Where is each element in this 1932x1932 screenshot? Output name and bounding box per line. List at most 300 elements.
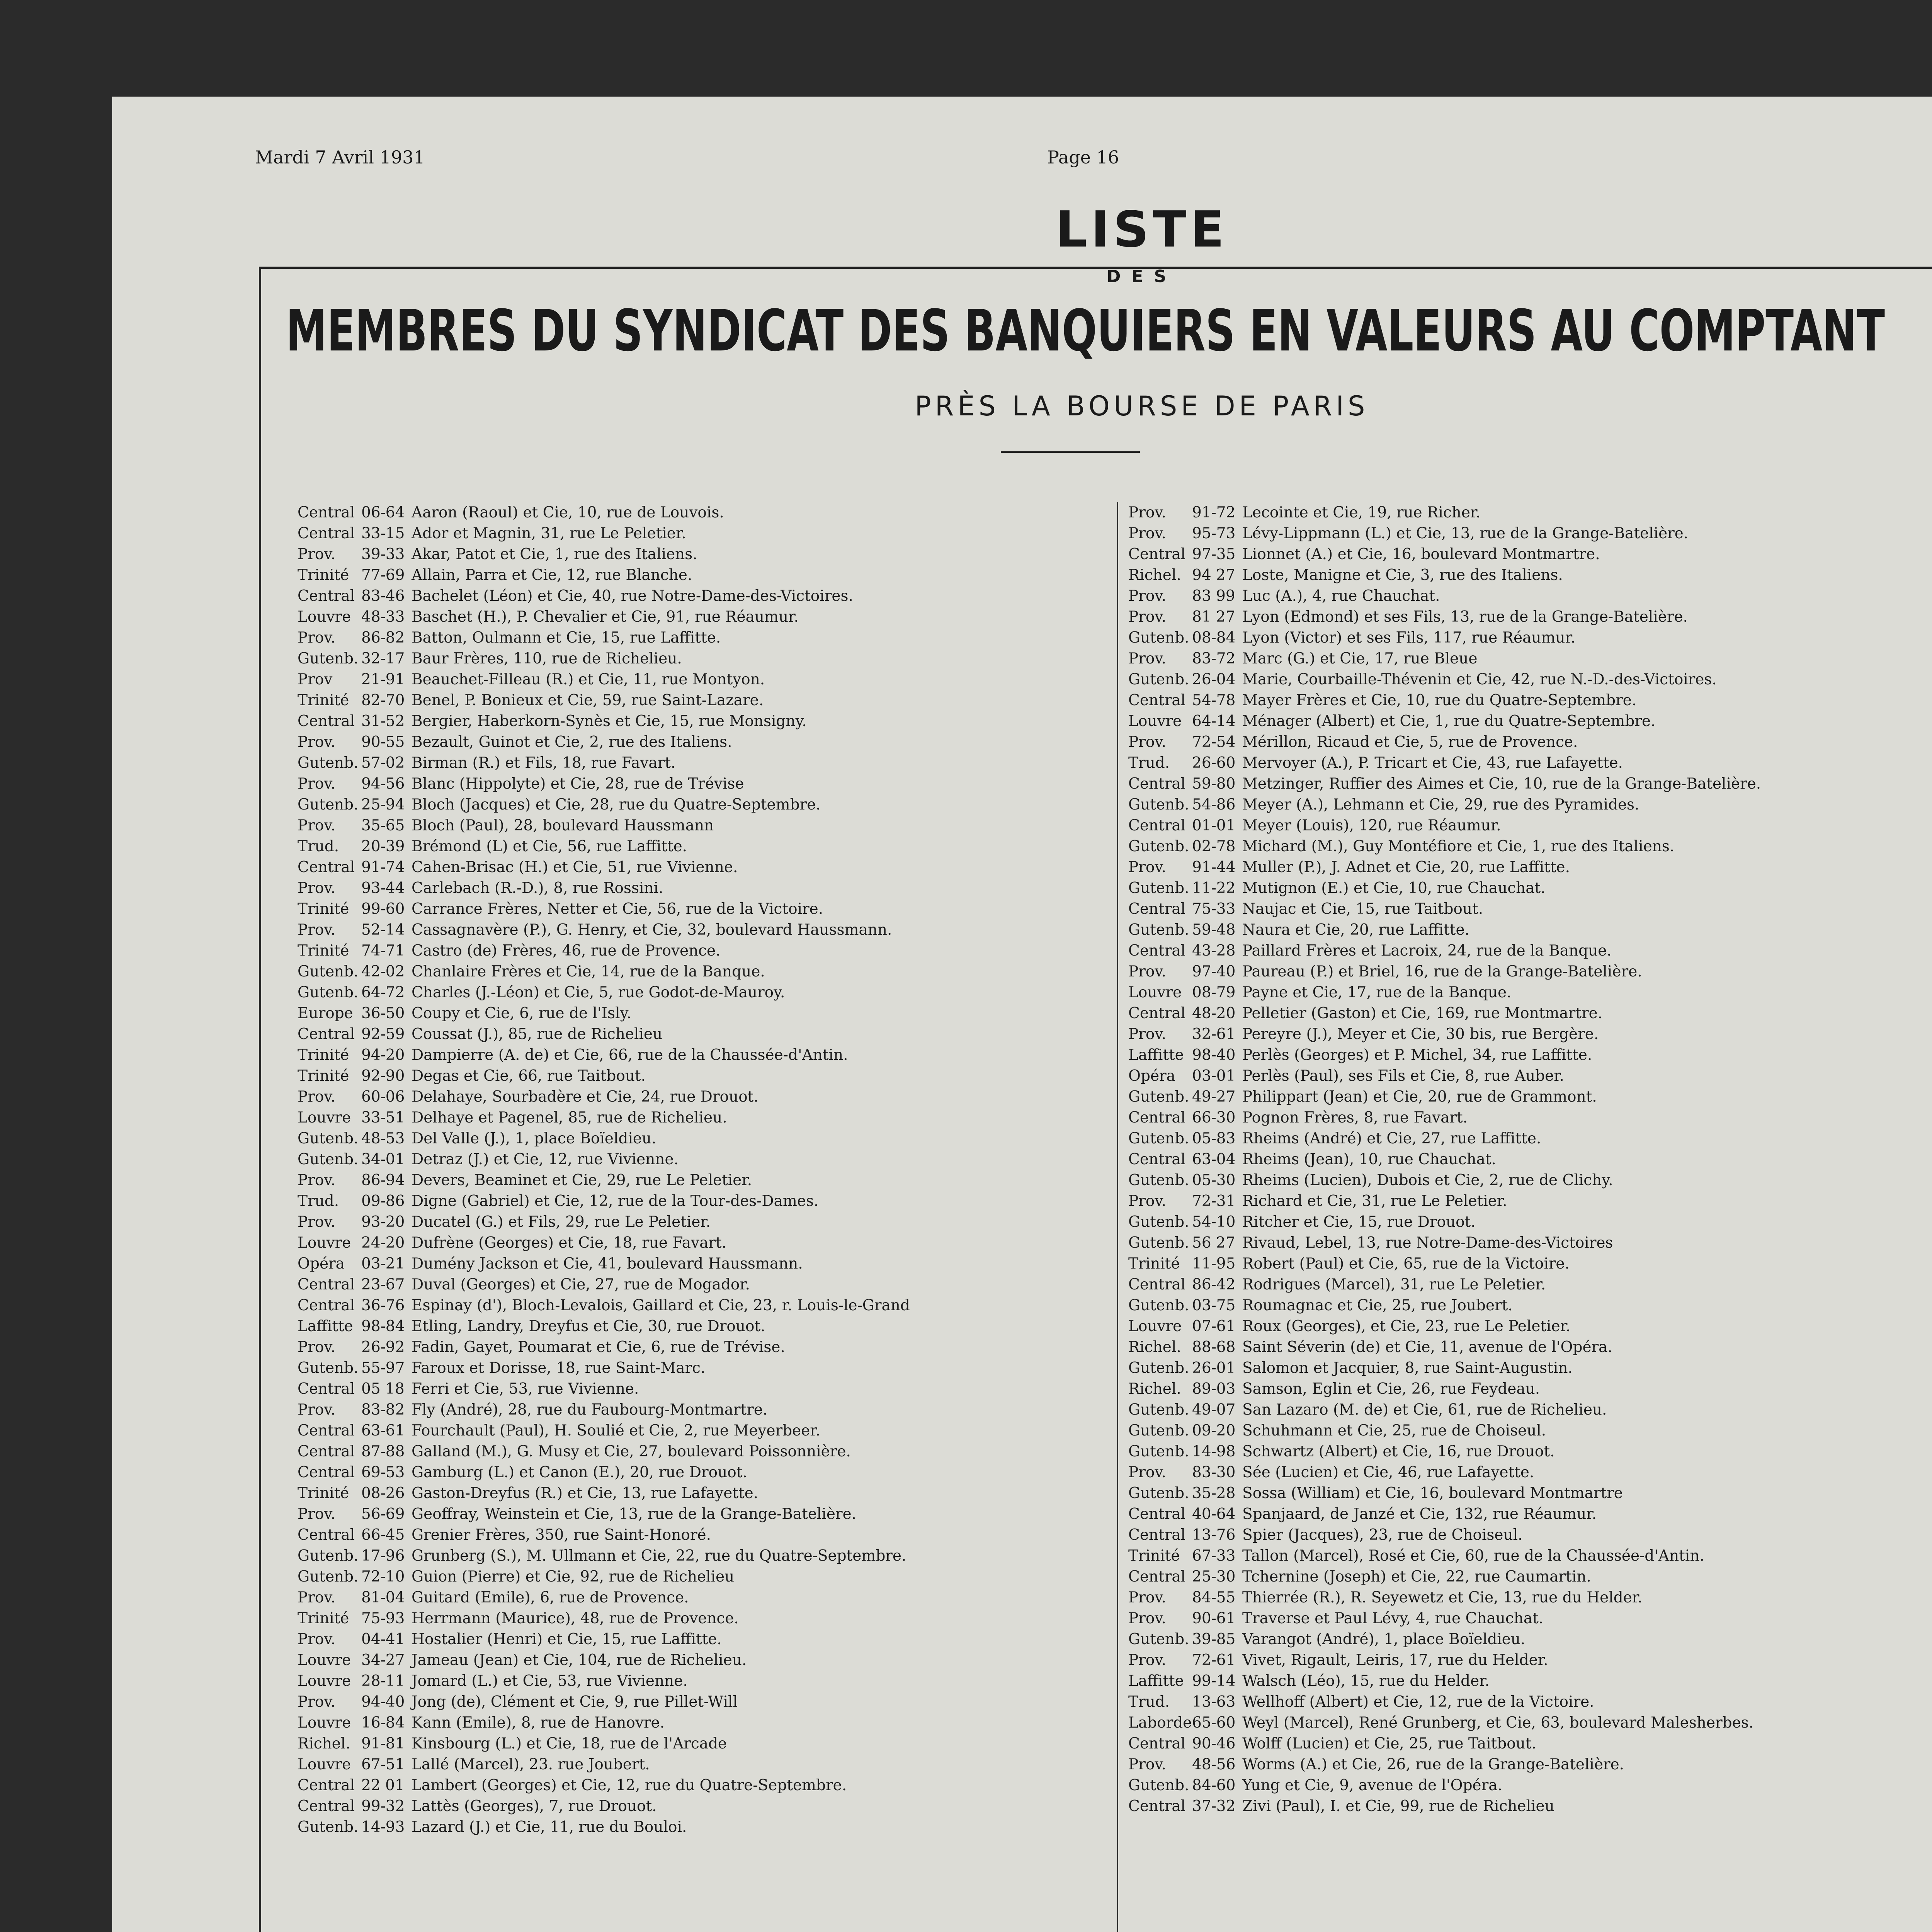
exchange: Richel. xyxy=(1128,566,1181,584)
exchange: Central xyxy=(298,587,355,605)
phone-number: 89-03 xyxy=(1192,1380,1236,1398)
exchange: Louvre xyxy=(298,1672,351,1690)
member-row xyxy=(298,982,1186,1003)
member-entry: Lyon (Edmond) et ses Fils, 13, rue de la Grange-Batelière. xyxy=(1242,608,1688,626)
exchange: Prov. xyxy=(298,1213,336,1231)
member-entry: Delhaye et Pagenel, 85, rue de Richelieu. xyxy=(412,1109,727,1126)
phone-number: 74-71 xyxy=(361,942,405,959)
phone-number: 35-28 xyxy=(1192,1485,1236,1502)
exchange: Central xyxy=(1128,1151,1186,1168)
phone-number: 20-39 xyxy=(361,838,405,855)
member-row xyxy=(1128,1733,1932,1754)
member-entry: Delahaye, Sourbadère et Cie, 24, rue Drouot. xyxy=(412,1088,759,1105)
phone-number: 08-79 xyxy=(1192,984,1236,1001)
phone-number: 57-02 xyxy=(361,754,405,772)
member-entry: Robert (Paul) et Cie, 65, rue de la Victoire. xyxy=(1242,1255,1570,1272)
member-row xyxy=(1128,628,1932,648)
phone-number: 14-98 xyxy=(1192,1443,1236,1460)
member-row xyxy=(298,1379,1186,1400)
exchange: Central xyxy=(298,1464,355,1481)
member-entry: Salomon et Jacquier, 8, rue Saint-Augustin. xyxy=(1242,1359,1573,1377)
member-row xyxy=(298,1149,1186,1170)
member-entry: Paillard Frères et Lacroix, 24, rue de la Banque. xyxy=(1242,942,1612,959)
member-entry: Jomard (L.) et Cie, 53, rue Vivienne. xyxy=(412,1672,688,1690)
member-entry: San Lazaro (M. de) et Cie, 61, rue de Richelieu. xyxy=(1242,1401,1607,1418)
member-entry: Fourchault (Paul), H. Soulié et Cie, 2, rue Meyerbeer. xyxy=(412,1422,820,1439)
member-row xyxy=(1128,711,1932,732)
exchange: Gutenb. xyxy=(1128,796,1189,813)
member-row xyxy=(298,1212,1186,1233)
exchange: Central xyxy=(298,1526,355,1544)
member-row xyxy=(298,1045,1186,1066)
member-row xyxy=(1128,1713,1932,1733)
phone-number: 72-31 xyxy=(1192,1192,1236,1210)
phone-number: 03-21 xyxy=(361,1255,405,1272)
phone-number: 59-80 xyxy=(1192,775,1236,793)
member-row xyxy=(298,1107,1186,1128)
exchange: Gutenb. xyxy=(1128,1401,1189,1418)
members-list-right xyxy=(1128,502,1932,1817)
member-row xyxy=(1128,1650,1932,1671)
phone-number: 95-73 xyxy=(1192,525,1236,542)
member-row xyxy=(298,857,1186,878)
exchange: Prov. xyxy=(298,1172,336,1189)
phone-number: 84-60 xyxy=(1192,1777,1236,1794)
member-row xyxy=(1128,1170,1932,1191)
exchange: Laffitte xyxy=(1128,1046,1184,1064)
member-row xyxy=(1128,1003,1932,1024)
member-row xyxy=(298,899,1186,920)
member-row xyxy=(1128,836,1932,857)
member-row xyxy=(1128,648,1932,669)
exchange: Gutenb. xyxy=(298,1818,359,1836)
exchange: Prov. xyxy=(1128,1756,1167,1773)
column-divider xyxy=(1117,502,1118,1932)
phone-number: 60-06 xyxy=(361,1088,405,1105)
title-des: DES xyxy=(1106,267,1177,286)
member-row xyxy=(1128,1546,1932,1566)
member-entry: Bezault, Guinot et Cie, 2, rue des Italiens. xyxy=(412,733,732,751)
exchange: Laffitte xyxy=(298,1318,353,1335)
member-entry: Bergier, Haberkorn-Synès et Cie, 15, rue Monsigny. xyxy=(412,713,807,730)
member-entry: Pognon Frères, 8, rue Favart. xyxy=(1242,1109,1468,1126)
member-row xyxy=(298,628,1186,648)
member-entry: Hostalier (Henri) et Cie, 15, rue Laffitte. xyxy=(412,1631,722,1648)
member-row xyxy=(298,523,1186,544)
phone-number: 37-32 xyxy=(1192,1798,1236,1815)
phone-number: 83-82 xyxy=(361,1401,405,1418)
exchange: Gutenb. xyxy=(1128,1359,1189,1377)
member-row xyxy=(1128,1796,1932,1817)
member-row xyxy=(1128,1066,1932,1087)
member-row xyxy=(298,711,1186,732)
exchange: Prov. xyxy=(298,1693,336,1711)
member-entry: Yung et Cie, 9, avenue de l'Opéra. xyxy=(1242,1777,1502,1794)
member-row xyxy=(298,565,1186,586)
member-row xyxy=(1128,753,1932,774)
exchange: Gutenb. xyxy=(298,1130,359,1147)
exchange: Trinité xyxy=(298,1610,349,1627)
member-entry: Rheims (Lucien), Dubois et Cie, 2, rue de Clichy. xyxy=(1242,1172,1613,1189)
member-row xyxy=(298,1754,1186,1775)
member-entry: Sossa (William) et Cie, 16, boulevard Montmartre xyxy=(1242,1485,1623,1502)
phone-number: 40-64 xyxy=(1192,1505,1236,1523)
phone-number: 56-69 xyxy=(361,1505,405,1523)
member-entry: Detraz (J.) et Cie, 12, rue Vivienne. xyxy=(412,1151,679,1168)
exchange: Central xyxy=(1128,900,1186,918)
member-row xyxy=(298,1128,1186,1149)
phone-number: 31-52 xyxy=(361,713,405,730)
member-row xyxy=(298,1400,1186,1420)
member-row xyxy=(298,1692,1186,1713)
exchange: Gutenb. xyxy=(298,1568,359,1585)
exchange: Trud. xyxy=(298,838,339,855)
member-entry: Chanlaire Frères et Cie, 14, rue de la Banque. xyxy=(412,963,765,980)
phone-number: 82-70 xyxy=(361,692,405,709)
phone-number: 75-33 xyxy=(1192,900,1236,918)
member-row xyxy=(1128,1233,1932,1253)
member-row xyxy=(298,1671,1186,1692)
exchange: Prov. xyxy=(298,879,336,897)
phone-number: 72-10 xyxy=(361,1568,405,1585)
exchange: Trinité xyxy=(1128,1255,1180,1272)
exchange: Prov. xyxy=(1128,1651,1167,1669)
exchange: Central xyxy=(1128,546,1186,563)
member-entry: Meyer (Louis), 120, rue Réaumur. xyxy=(1242,817,1501,834)
member-row xyxy=(298,1796,1186,1817)
member-entry: Tallon (Marcel), Rosé et Cie, 60, rue de la Chaussée-d'Antin. xyxy=(1242,1547,1704,1565)
phone-number: 08-26 xyxy=(361,1485,405,1502)
phone-number: 75-93 xyxy=(361,1610,405,1627)
phone-number: 94-40 xyxy=(361,1693,405,1711)
exchange: Opéra xyxy=(1128,1067,1175,1085)
member-entry: Cassagnavère (P.), G. Henry, et Cie, 32, boulevard Haussmann. xyxy=(412,921,892,939)
member-entry: Espinay (d'), Bloch-Levalois, Gaillard et Cie, 23, r. Louis-le-Grand xyxy=(412,1297,910,1314)
exchange: Central xyxy=(298,859,355,876)
member-entry: Roux (Georges), et Cie, 23, rue Le Peletier. xyxy=(1242,1318,1571,1335)
member-row xyxy=(1128,1379,1932,1400)
phone-number: 64-14 xyxy=(1192,713,1236,730)
phone-number: 48-53 xyxy=(361,1130,405,1147)
member-entry: Birman (R.) et Fils, 18, rue Favart. xyxy=(412,754,676,772)
phone-number: 36-76 xyxy=(361,1297,405,1314)
member-row xyxy=(1128,1337,1932,1358)
exchange: Central xyxy=(298,1443,355,1460)
member-row xyxy=(1128,1274,1932,1295)
phone-number: 94-56 xyxy=(361,775,405,793)
member-entry: Ducatel (G.) et Fils, 29, rue Le Peletier. xyxy=(412,1213,711,1231)
member-entry: Philippart (Jean) et Cie, 20, rue de Grammont. xyxy=(1242,1088,1597,1105)
member-entry: Naujac et Cie, 15, rue Taitbout. xyxy=(1242,900,1483,918)
member-entry: Ritcher et Cie, 15, rue Drouot. xyxy=(1242,1213,1476,1231)
member-row xyxy=(298,1733,1186,1754)
exchange: Central xyxy=(1128,692,1186,709)
phone-number: 32-61 xyxy=(1192,1026,1236,1043)
phone-number: 63-04 xyxy=(1192,1151,1236,1168)
exchange: Prov. xyxy=(1128,1464,1167,1481)
member-entry: Coussat (J.), 85, rue de Richelieu xyxy=(412,1026,663,1043)
member-row xyxy=(1128,523,1932,544)
member-entry: Michard (M.), Guy Montéfiore et Cie, 1, rue des Italiens. xyxy=(1242,838,1675,855)
member-entry: Meyer (A.), Lehmann et Cie, 29, rue des Pyramides. xyxy=(1242,796,1639,813)
member-entry: Castro (de) Frères, 46, rue de Provence. xyxy=(412,942,721,959)
member-entry: Guion (Pierre) et Cie, 92, rue de Richelieu xyxy=(412,1568,735,1585)
phone-number: 39-85 xyxy=(1192,1631,1236,1648)
phone-number: 91-44 xyxy=(1192,859,1236,876)
member-row xyxy=(298,1713,1186,1733)
exchange: Prov xyxy=(298,671,333,688)
exchange: Gutenb. xyxy=(1128,1443,1189,1460)
member-entry: Walsch (Léo), 15, rue du Helder. xyxy=(1242,1672,1490,1690)
exchange: Central xyxy=(1128,1005,1186,1022)
phone-number: 08-84 xyxy=(1192,629,1236,646)
member-entry: Grenier Frères, 350, rue Saint-Honoré. xyxy=(412,1526,711,1544)
exchange: Trinité xyxy=(298,900,349,918)
member-entry: Weyl (Marcel), René Grunberg, et Cie, 63, boulevard Malesherbes. xyxy=(1242,1714,1754,1731)
member-row xyxy=(298,648,1186,669)
exchange: Louvre xyxy=(298,1109,351,1126)
member-row xyxy=(1128,1149,1932,1170)
phone-number: 48-33 xyxy=(361,608,405,626)
member-row xyxy=(298,1629,1186,1650)
phone-number: 11-95 xyxy=(1192,1255,1236,1272)
member-row xyxy=(298,502,1186,523)
phone-number: 64-72 xyxy=(361,984,405,1001)
phone-number: 81 27 xyxy=(1192,608,1235,626)
member-row xyxy=(1128,565,1932,586)
exchange: Prov. xyxy=(298,817,336,834)
title-liste: LISTE xyxy=(1055,201,1228,259)
member-row xyxy=(1128,1420,1932,1441)
member-row xyxy=(298,1337,1186,1358)
member-row xyxy=(1128,1191,1932,1212)
member-entry: Faroux et Dorisse, 18, rue Saint-Marc. xyxy=(412,1359,706,1377)
phone-number: 05-83 xyxy=(1192,1130,1236,1147)
exchange: Gutenb. xyxy=(298,1359,359,1377)
phone-number: 22 01 xyxy=(361,1777,405,1794)
exchange: Central xyxy=(298,1026,355,1043)
member-entry: Mayer Frères et Cie, 10, rue du Quatre-Septembre. xyxy=(1242,692,1637,709)
phone-number: 63-61 xyxy=(361,1422,405,1439)
member-row xyxy=(1128,1754,1932,1775)
member-entry: Cahen-Brisac (H.) et Cie, 51, rue Vivienne. xyxy=(412,859,738,876)
member-row xyxy=(298,607,1186,628)
member-entry: Pereyre (J.), Meyer et Cie, 30 bis, rue Bergère. xyxy=(1242,1026,1599,1043)
member-entry: Sée (Lucien) et Cie, 46, rue Lafayette. xyxy=(1242,1464,1534,1481)
member-entry: Bachelet (Léon) et Cie, 40, rue Notre-Dame-des-Victoires. xyxy=(412,587,853,605)
phone-number: 34-27 xyxy=(361,1651,405,1669)
phone-number: 77-69 xyxy=(361,566,405,584)
exchange: Central xyxy=(298,1380,355,1398)
member-entry: Etling, Landry, Dreyfus et Cie, 30, rue Drouot. xyxy=(412,1318,765,1335)
phone-number: 17-96 xyxy=(361,1547,405,1565)
member-entry: Lionnet (A.) et Cie, 16, boulevard Montmartre. xyxy=(1242,546,1600,563)
member-row xyxy=(298,669,1186,690)
exchange: Prov. xyxy=(298,1589,336,1606)
phone-number: 83-46 xyxy=(361,587,405,605)
phone-number: 26-01 xyxy=(1192,1359,1236,1377)
phone-number: 69-53 xyxy=(361,1464,405,1481)
phone-number: 16-84 xyxy=(361,1714,405,1731)
member-row xyxy=(1128,669,1932,690)
member-entry: Ferri et Cie, 53, rue Vivienne. xyxy=(412,1380,639,1398)
phone-number: 42-02 xyxy=(361,963,405,980)
phone-number: 28-11 xyxy=(361,1672,405,1690)
phone-number: 32-17 xyxy=(361,650,405,667)
exchange: Central xyxy=(1128,1798,1186,1815)
phone-number: 54-78 xyxy=(1192,692,1236,709)
exchange: Central xyxy=(1128,1526,1186,1544)
member-entry: Zivi (Paul), I. et Cie, 99, rue de Richelieu xyxy=(1242,1798,1554,1815)
phone-number: 59-48 xyxy=(1192,921,1236,939)
member-row xyxy=(298,794,1186,815)
member-row xyxy=(1128,607,1932,628)
exchange: Central xyxy=(298,1798,355,1815)
member-entry: Vivet, Rigault, Leiris, 17, rue du Helder. xyxy=(1242,1651,1548,1669)
member-row xyxy=(1128,1253,1932,1274)
exchange: Central xyxy=(298,1422,355,1439)
exchange: Prov. xyxy=(1128,963,1167,980)
member-entry: Herrmann (Maurice), 48, rue de Provence. xyxy=(412,1610,739,1627)
member-row xyxy=(298,1566,1186,1587)
phone-number: 90-46 xyxy=(1192,1735,1236,1752)
phone-number: 66-30 xyxy=(1192,1109,1236,1126)
member-entry: Bloch (Paul), 28, boulevard Haussmann xyxy=(412,817,714,834)
exchange: Trud. xyxy=(298,1192,339,1210)
phone-number: 39-33 xyxy=(361,546,405,563)
member-row xyxy=(1128,1316,1932,1337)
exchange: Central xyxy=(298,1297,355,1314)
exchange: Prov. xyxy=(1128,504,1167,521)
member-row xyxy=(1128,1400,1932,1420)
exchange: Gutenb. xyxy=(1128,838,1189,855)
phone-number: 52-14 xyxy=(361,921,405,939)
phone-number: 24-20 xyxy=(361,1234,405,1252)
member-row xyxy=(1128,1128,1932,1149)
exchange: Gutenb. xyxy=(1128,1172,1189,1189)
member-row xyxy=(1128,1525,1932,1546)
member-row xyxy=(298,920,1186,940)
phone-number: 72-54 xyxy=(1192,733,1236,751)
phone-number: 67-51 xyxy=(361,1756,405,1773)
member-entry: Muller (P.), J. Adnet et Cie, 20, rue Laffitte. xyxy=(1242,859,1570,876)
exchange: Louvre xyxy=(298,1234,351,1252)
member-entry: Rheims (André) et Cie, 27, rue Laffitte. xyxy=(1242,1130,1541,1147)
exchange: Richel. xyxy=(1128,1380,1181,1398)
member-row xyxy=(1128,1483,1932,1504)
phone-number: 86-42 xyxy=(1192,1276,1236,1293)
member-entry: Lecointe et Cie, 19, rue Richer. xyxy=(1242,504,1481,521)
member-row xyxy=(1128,1295,1932,1316)
phone-number: 84-55 xyxy=(1192,1589,1236,1606)
exchange: Central xyxy=(1128,942,1186,959)
member-entry: Tchernine (Joseph) et Cie, 22, rue Caumartin. xyxy=(1242,1568,1591,1585)
member-row xyxy=(1128,1587,1932,1608)
phone-number: 94-20 xyxy=(361,1046,405,1064)
member-entry: Perlès (Georges) et P. Michel, 34, rue Laffitte. xyxy=(1242,1046,1592,1064)
member-row xyxy=(298,1817,1186,1838)
title-sub: PRÈS LA BOURSE DE PARIS xyxy=(915,390,1369,422)
phone-number: 26-92 xyxy=(361,1338,405,1356)
exchange: Gutenb. xyxy=(298,650,359,667)
member-row xyxy=(298,1233,1186,1253)
phone-number: 66-45 xyxy=(361,1526,405,1544)
member-entry: Mutignon (E.) et Cie, 10, rue Chauchat. xyxy=(1242,879,1546,897)
exchange: Central xyxy=(298,525,355,542)
phone-number: 13-63 xyxy=(1192,1693,1236,1711)
member-entry: Paureau (P.) et Briel, 16, rue de la Grange-Batelière. xyxy=(1242,963,1642,980)
member-entry: Samson, Eglin et Cie, 26, rue Feydeau. xyxy=(1242,1380,1540,1398)
member-entry: Carrance Frères, Netter et Cie, 56, rue de la Victoire. xyxy=(412,900,823,918)
exchange: Gutenb. xyxy=(1128,1631,1189,1648)
phone-number: 72-61 xyxy=(1192,1651,1236,1669)
member-entry: Beauchet-Filleau (R.) et Cie, 11, rue Montyon. xyxy=(412,671,765,688)
phone-number: 26-60 xyxy=(1192,754,1236,772)
member-entry: Marie, Courbaille-Thévenin et Cie, 42, rue N.-D.-des-Victoires. xyxy=(1242,671,1717,688)
exchange: Central xyxy=(1128,1505,1186,1523)
members-list-left xyxy=(298,502,1186,1838)
exchange: Gutenb. xyxy=(298,1547,359,1565)
member-entry: Worms (A.) et Cie, 26, rue de la Grange-Batelière. xyxy=(1242,1756,1624,1773)
phone-number: 97-35 xyxy=(1192,546,1236,563)
member-entry: Wellhoff (Albert) et Cie, 12, rue de la Victoire. xyxy=(1242,1693,1594,1711)
phone-number: 21-91 xyxy=(361,671,405,688)
member-row xyxy=(298,1024,1186,1045)
member-row xyxy=(1128,774,1932,794)
page-number: Page 16 xyxy=(1047,147,1119,168)
member-entry: Baur Frères, 110, rue de Richelieu. xyxy=(412,650,682,667)
exchange: Gutenb. xyxy=(298,796,359,813)
exchange: Prov. xyxy=(1128,608,1167,626)
phone-number: 56 27 xyxy=(1192,1234,1235,1252)
member-row xyxy=(298,1191,1186,1212)
member-entry: Jong (de), Clément et Cie, 9, rue Pillet-Will xyxy=(412,1693,738,1711)
member-entry: Gaston-Dreyfus (R.) et Cie, 13, rue Lafayette. xyxy=(412,1485,759,1502)
exchange: Prov. xyxy=(1128,1589,1167,1606)
exchange: Gutenb. xyxy=(1128,1130,1189,1147)
exchange: Prov. xyxy=(298,1505,336,1523)
phone-number: 33-51 xyxy=(361,1109,405,1126)
exchange: Prov. xyxy=(1128,859,1167,876)
exchange: Prov. xyxy=(298,733,336,751)
exchange: Central xyxy=(1128,1735,1186,1752)
phone-number: 81-04 xyxy=(361,1589,405,1606)
member-row xyxy=(1128,1692,1932,1713)
member-row xyxy=(1128,920,1932,940)
member-row xyxy=(1128,1087,1932,1107)
member-row xyxy=(1128,1608,1932,1629)
phone-number: 55-97 xyxy=(361,1359,405,1377)
member-row xyxy=(298,690,1186,711)
phone-number: 86-94 xyxy=(361,1172,405,1189)
phone-number: 54-10 xyxy=(1192,1213,1236,1231)
member-row xyxy=(1128,544,1932,565)
member-entry: Coupy et Cie, 6, rue de l'Isly. xyxy=(412,1005,631,1022)
phone-number: 23-67 xyxy=(361,1276,405,1293)
phone-number: 93-44 xyxy=(361,879,405,897)
exchange: Gutenb. xyxy=(1128,671,1189,688)
phone-number: 99-32 xyxy=(361,1798,405,1815)
member-entry: Benel, P. Bonieux et Cie, 59, rue Saint-Lazare. xyxy=(412,692,764,709)
member-row xyxy=(298,1587,1186,1608)
member-entry: Lambert (Georges) et Cie, 12, rue du Quatre-Septembre. xyxy=(412,1777,847,1794)
exchange: Louvre xyxy=(298,1651,351,1669)
phone-number: 98-84 xyxy=(361,1318,405,1335)
exchange: Central xyxy=(298,504,355,521)
phone-number: 13-76 xyxy=(1192,1526,1236,1544)
exchange: Gutenb. xyxy=(1128,629,1189,646)
member-entry: Rodrigues (Marcel), 31, rue Le Peletier. xyxy=(1242,1276,1546,1293)
